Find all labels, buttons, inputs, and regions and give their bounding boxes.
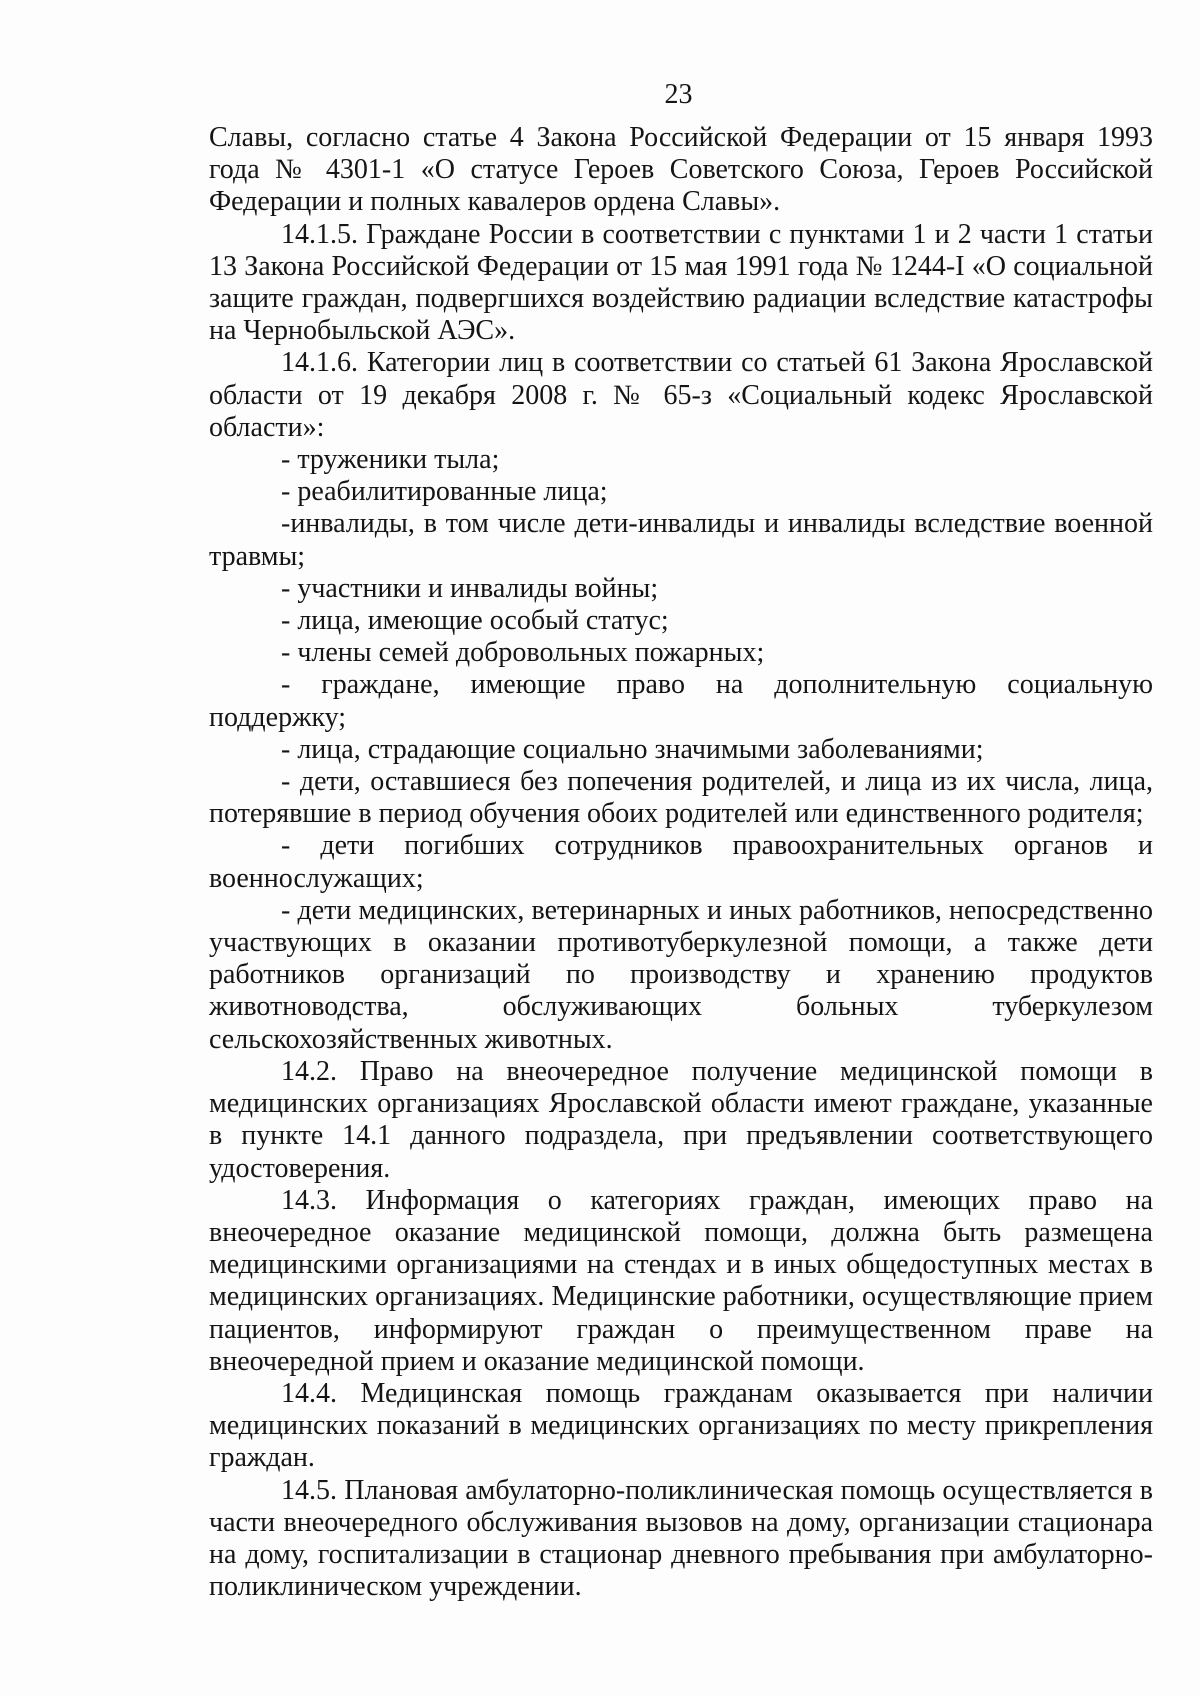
paragraph: - члены семей добровольных пожарных; xyxy=(281,637,765,669)
paragraph: - граждане, имеющие право на дополнительную социальную поддержку; xyxy=(209,669,1153,733)
paragraph: 14.3. Информация о категориях граждан, имеющих право на внеочередное оказание медицинской помощи, должна быть размещена медицинскими организациями на стендах и в иных общедоступных местах в медицинских организациях. Медицинские работники, осуществляющие прием пациентов, информируют граждан о преимущественном праве на внеочередной прием и оказание медицинской помощи. xyxy=(209,1184,1153,1377)
paragraph: - реабилитированные лица; xyxy=(281,476,608,508)
paragraph: 14.4. Медицинская помощь гражданам оказывается при наличии медицинских показаний в медицинских организациях по месту прикрепления граждан. xyxy=(209,1377,1153,1474)
paragraph: - труженики тыла; xyxy=(281,444,500,476)
paragraph: 14.1.5. Граждане России в соответствии с пунктами 1 и 2 части 1 статьи 13 Закона Российской Федерации от 15 мая 1991 года № 1244-I «О социальной защите граждан, подвергшихся воздействию радиации вследствие катастрофы на Чернобыльской АЭС». xyxy=(209,218,1153,347)
paragraph: Славы, согласно статье 4 Закона Российской Федерации от 15 января 1993 года № 4301-1 «О статусе Героев Советского Союза, Героев Российской Федерации и полных кавалеров ордена Славы». xyxy=(209,122,1153,218)
paragraph: 14.2. Право на внеочередное получение медицинской помощи в медицинских организациях Ярославской области имеют граждане, указанные в пункте 14.1 данного подраздела, при предъявлении соответствующего удостоверения. xyxy=(209,1055,1153,1184)
paragraph: 14.1.6. Категории лиц в соответствии со статьей 61 Закона Ярославской области от 19 декабря 2008 г. № 65-з «Социальный кодекс Ярославской области»: xyxy=(209,347,1153,443)
paragraph: 14.5. Плановая амбулаторно-поликлиническая помощь осуществляется в части внеочередного обслуживания вызовов на дому, организации стационара на дому, госпитализации в стационар дневного пребывания при амбулаторно-поликлиническом учреждении. xyxy=(209,1474,1153,1603)
paragraph: - дети погибших сотрудников правоохранительных органов и военнослужащих; xyxy=(209,830,1153,894)
paragraph: - участники и инвалиды войны; xyxy=(281,572,659,604)
page-number: 23 xyxy=(664,79,693,110)
document-body xyxy=(209,122,1153,1603)
paragraph: - дети, оставшиеся без попечения родителей, и лица из их числа, лица, потерявшие в период обучения обоих родителей или единственного родителя; xyxy=(209,766,1153,830)
paragraph: - лица, имеющие особый статус; xyxy=(281,605,669,637)
paragraph: - лица, страдающие социально значимыми заболеваниями; xyxy=(281,733,984,765)
paragraph: -инвалиды, в том числе дети-инвалиды и инвалиды вследствие военной травмы; xyxy=(209,508,1153,572)
paragraph: - дети медицинских, ветеринарных и иных работников, непосредственно участвующих в оказании противотуберкулезной помощи, а также дети работников организаций по производству и хранению продуктов животноводства, обслуживающих больных туберкулезом сельскохозяйственных животных. xyxy=(209,894,1153,1055)
